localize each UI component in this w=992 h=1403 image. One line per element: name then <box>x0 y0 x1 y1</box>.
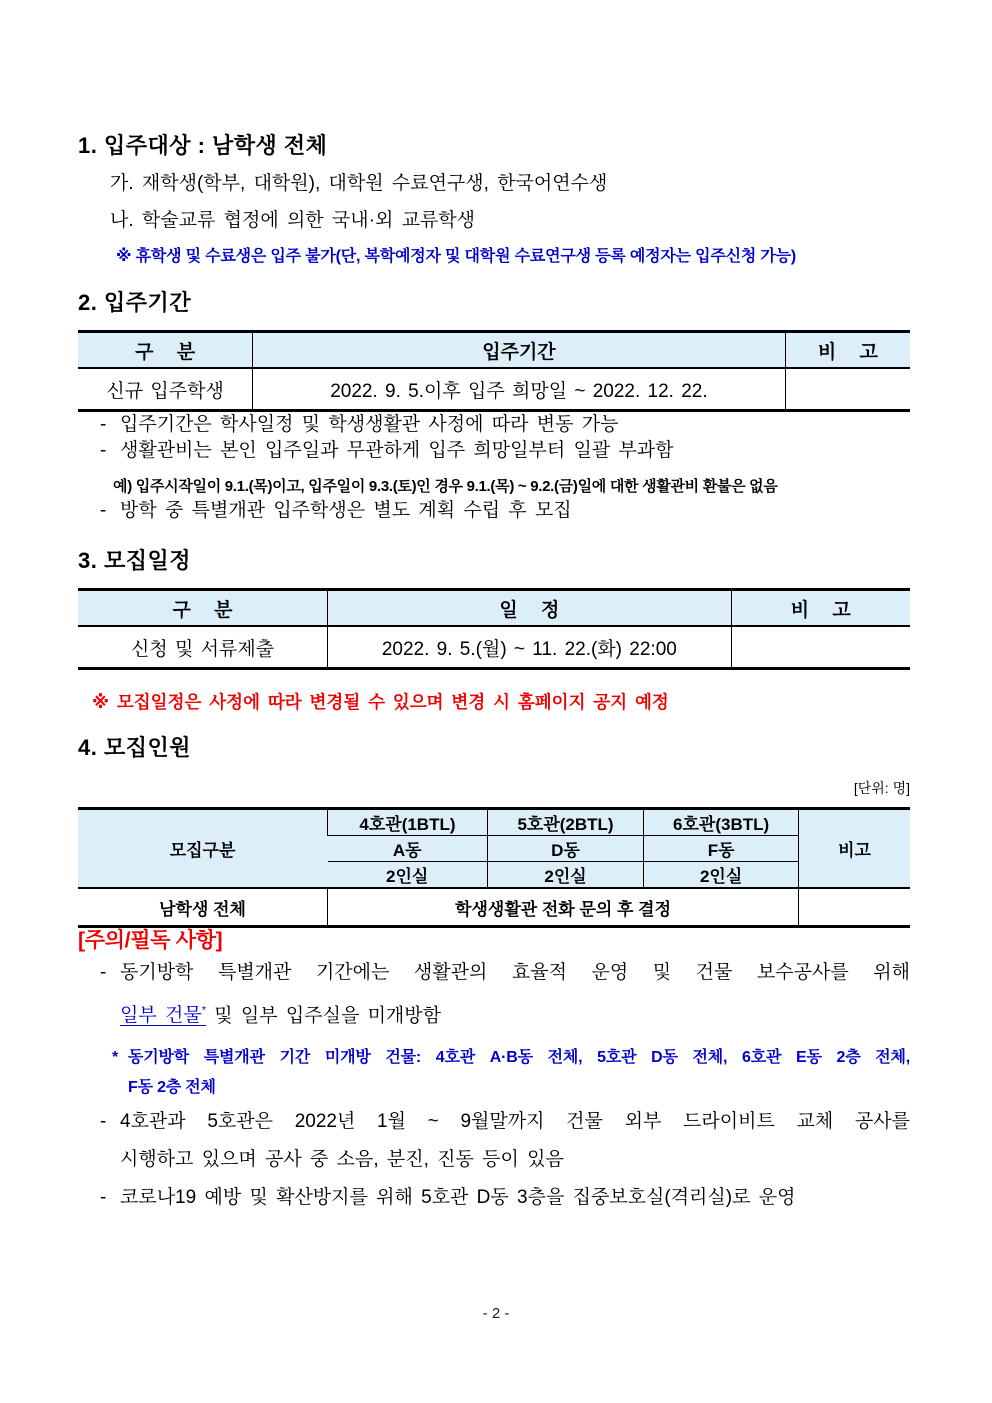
caution-bullet-closed-buildings <box>100 954 910 1035</box>
cell-schedule: 2022. 9. 5.(월) ~ 11. 22.(화) 22:00 <box>328 626 732 669</box>
caution-b2-line1: 4호관과 5호관은 2022년 1월 ~ 9월말까지 건물 외부 드라이비트 교체 공사를 <box>120 1111 910 1133</box>
cell-category: 남학생 전체 <box>78 888 328 927</box>
section-1-title: 1. 입주대상 : 남학생 전체 <box>78 133 328 158</box>
header-cell-category: 모집구분 <box>78 809 328 889</box>
caution-b1-line2 <box>120 992 910 1035</box>
section-1-item-ga: 가. 재학생(학부, 대학원), 대학원 수료연구생, 한국어연수생 <box>110 173 608 194</box>
caution-b3-text: 코로나19 예방 및 확산방지를 위해 5호관 D동 3층을 집중보호실(격리실)로 운영 <box>120 1187 796 1209</box>
footnote-reference <box>120 1005 206 1026</box>
caution-b1-line1: 동기방학 특별개관 기간에는 생활관의 효율적 운영 및 건물 보수공사를 위해 <box>120 962 910 983</box>
header-cell-remark: 비 고 <box>785 332 910 369</box>
unit-label: [단위: 명] <box>853 780 910 796</box>
bullet-period-change <box>100 412 910 438</box>
cell-remark <box>785 368 910 411</box>
caution-b1-rest: 및 일부 입주실을 미개방함 <box>205 1005 441 1027</box>
section-move-in-period <box>78 290 910 524</box>
header-cell-remark: 비 고 <box>731 590 910 627</box>
table-row <box>78 368 910 411</box>
header-cell-dong-d: D동 <box>487 836 643 862</box>
header-cell-category: 구 분 <box>78 590 328 627</box>
bullet-text: 생활관비는 본인 입주일과 무관하게 입주 희망일부터 일괄 부과함 <box>120 440 674 461</box>
bullet-text <box>120 1103 910 1179</box>
table-row <box>78 626 910 669</box>
bullet-dash: - <box>100 1187 107 1209</box>
bullet-text: 방학 중 특별개관 입주학생은 별도 계획 수립 후 모집 <box>120 500 572 521</box>
page-number: - 2 - <box>482 1305 510 1322</box>
cell-period: 2022. 9. 5.이후 입주 희망일 ~ 2022. 12. 22. <box>253 368 785 411</box>
cell-capacity-value: 학생생활관 전화 문의 후 결정 <box>328 888 799 927</box>
caution-title: [주의/필독 사항] <box>78 929 223 952</box>
footnote-reference-text: 일부 건물 <box>120 1005 202 1027</box>
table-header-row <box>78 332 910 369</box>
cell-remark <box>731 626 910 669</box>
section-2-title: 2. 입주기간 <box>78 290 191 315</box>
table-header-row <box>78 590 910 627</box>
section-1-item-na: 나. 학술교류 협정에 의한 국내·외 교류학생 <box>110 210 476 231</box>
header-cell-schedule: 일 정 <box>328 590 732 627</box>
header-cell-remark: 비고 <box>798 809 910 889</box>
bullet-dash: - <box>100 414 107 435</box>
footnote-line2: F동 2층 전체 <box>128 1079 216 1097</box>
section-capacity <box>78 735 910 928</box>
bullet-fee <box>100 438 910 464</box>
bullet-dash: - <box>100 440 107 461</box>
bullet-dash: - <box>100 500 107 521</box>
section-caution <box>78 928 910 1217</box>
schedule-table <box>78 588 910 670</box>
schedule-change-note: ※ 모집일정은 사정에 따라 변경될 수 있으며 변경 시 홈페이지 공지 예정 <box>92 692 669 712</box>
header-cell-room-1: 2인실 <box>328 862 488 889</box>
caution-bullet-construction <box>100 1103 910 1179</box>
capacity-data-row <box>78 888 910 927</box>
footnote-marker: * <box>112 1049 119 1067</box>
bullet-special-opening <box>100 498 910 524</box>
caution-b2-line2: 시행하고 있으며 공사 중 소음, 분진, 진동 등이 있음 <box>120 1149 564 1171</box>
footnote-body <box>128 1043 910 1103</box>
header-cell-building-6: 6호관(3BTL) <box>644 809 799 836</box>
bullet-dash: - <box>100 962 107 983</box>
bullet-text: 입주기간은 학사일정 및 학생생활관 사정에 따라 변동 가능 <box>120 414 619 435</box>
section-1-restriction-note: ※ 휴학생 및 수료생은 입주 불가(단, 복학예정자 및 대학원 수료연구생 등록 예정자는 입주신청 가능) <box>116 248 797 265</box>
bullet-dash: - <box>100 1111 107 1133</box>
bullet-text <box>120 954 910 1035</box>
footnote-line1: 동기방학 특별개관 기간 미개방 건물: 4호관 A·B동 전체, 5호관 D동 전체, 6호관 E동 2층 전체, <box>128 1049 910 1067</box>
header-cell-room-2: 2인실 <box>487 862 643 889</box>
cell-category: 신청 및 서류제출 <box>131 638 275 660</box>
capacity-header-row-buildings <box>78 809 910 836</box>
header-cell-building-4: 4호관(1BTL) <box>328 809 488 836</box>
capacity-table <box>78 807 910 928</box>
header-cell-dong-a: A동 <box>328 836 488 862</box>
header-cell-room-3: 2인실 <box>644 862 799 889</box>
fee-example-note: 예) 입주시작일이 9.1.(목)이고, 입주일이 9.3.(토)인 경우 9.1.(목) ~ 9.2.(금)일에 대한 생활관비 환불은 없음 <box>113 478 778 495</box>
footnote-asterisk: * <box>201 1005 206 1017</box>
header-cell-period: 입주기간 <box>253 332 785 369</box>
move-in-period-table <box>78 330 910 412</box>
section-eligibility <box>78 133 910 268</box>
cell-category: 신규 입주학생 <box>106 380 224 402</box>
header-cell-building-5: 5호관(2BTL) <box>487 809 643 836</box>
header-cell-dong-f: F동 <box>644 836 799 862</box>
caution-bullet-covid <box>100 1179 910 1217</box>
footnote-closed-buildings <box>112 1043 910 1103</box>
cell-remark <box>798 888 910 927</box>
header-cell-category: 구 분 <box>78 332 253 369</box>
section-recruitment-schedule <box>78 548 910 714</box>
section-4-title: 4. 모집인원 <box>78 735 191 760</box>
section-3-title: 3. 모집일정 <box>78 548 191 573</box>
